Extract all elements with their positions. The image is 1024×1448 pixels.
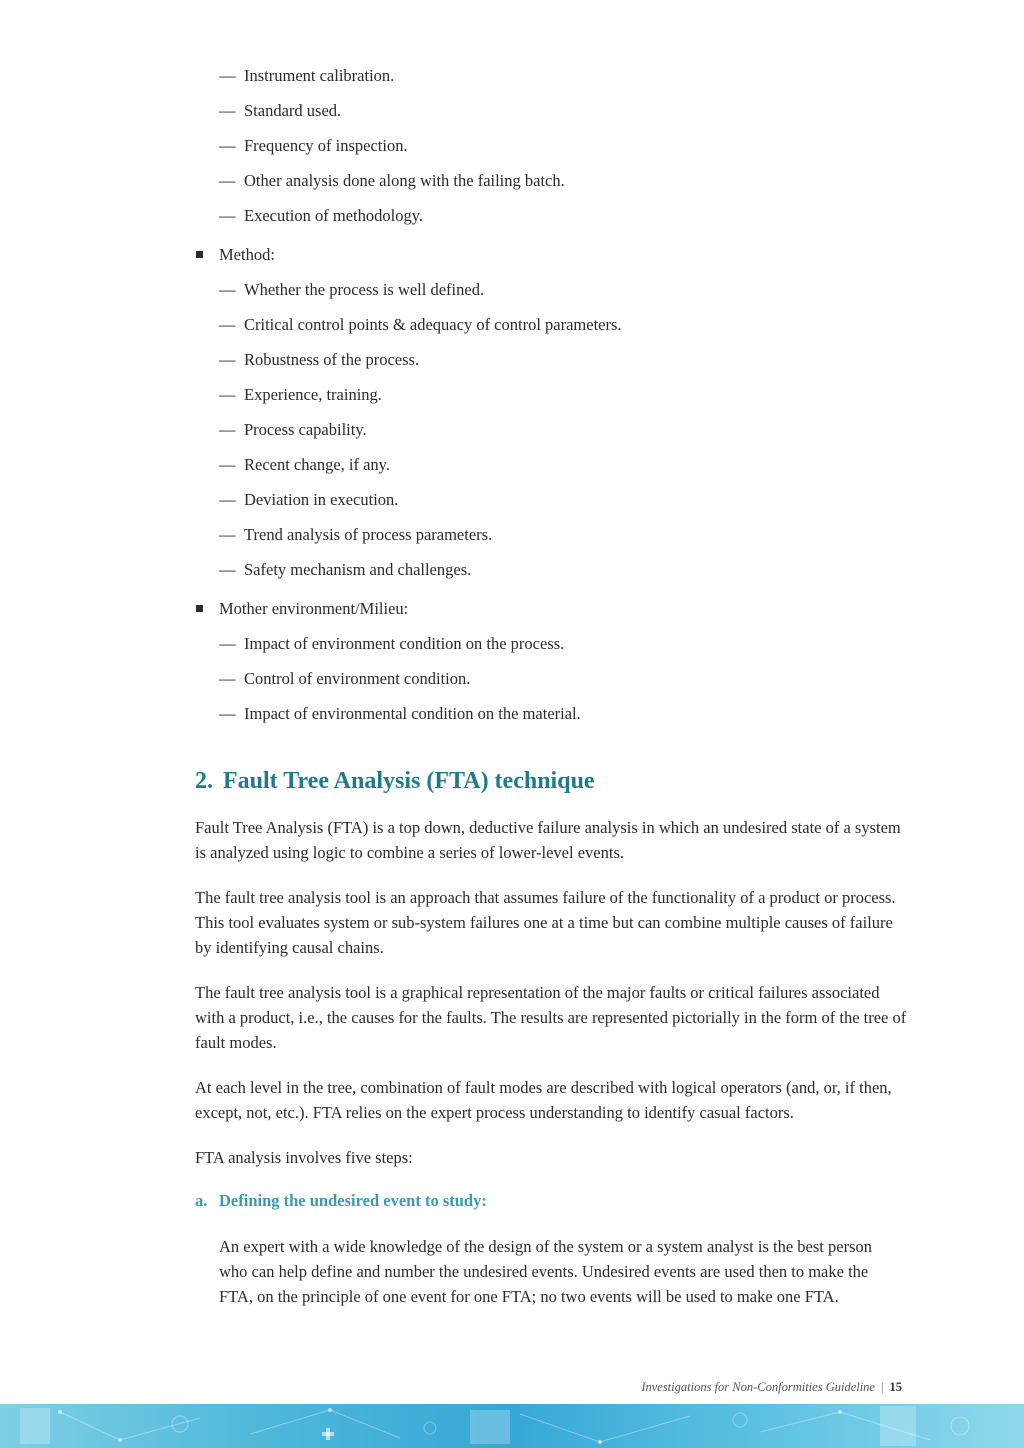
dash-marker: — [219, 420, 236, 439]
dash-marker: — [219, 350, 236, 369]
step-paragraph: An expert with a wide knowledge of the design of the system or a system analyst is the best person who can help define and number the undesired events. Undesired events are used then to make the FTA, on the principle of one event for one FTA; no two events will be used to make one FTA. [219, 1237, 872, 1306]
dash-marker: — [219, 490, 236, 509]
list-item-text: Execution of methodology. [244, 206, 424, 225]
list-item-text: Experience, training. [244, 385, 382, 404]
list-item [219, 349, 419, 371]
dash-marker: — [219, 525, 236, 544]
list-item-text: Whether the process is well defined. [244, 280, 485, 299]
list-item-text: Robustness of the process. [244, 350, 420, 369]
list-item [219, 279, 484, 301]
list-item-text: Other analysis done along with the failing batch. [244, 171, 565, 190]
dash-marker: — [219, 455, 236, 474]
list-item [219, 384, 382, 406]
dash-marker: — [219, 560, 236, 579]
dash-marker: — [219, 171, 236, 190]
list-item [219, 524, 492, 546]
environment-label: Mother environment/Milieu: [219, 599, 409, 618]
network-pattern-icon [0, 1404, 1024, 1448]
list-item-text: Deviation in execution. [244, 490, 399, 509]
list-item [219, 65, 394, 87]
list-item [219, 559, 471, 581]
list-item-text: Safety mechanism and challenges. [244, 560, 472, 579]
environment-bullet [196, 598, 408, 620]
list-item [219, 454, 390, 476]
list-item [219, 633, 564, 655]
list-item-text: Trend analysis of process parameters. [244, 525, 493, 544]
step-heading [195, 1189, 487, 1213]
list-item-text: Instrument calibration. [244, 66, 395, 85]
list-item [219, 703, 581, 725]
footer-separator: | [880, 1380, 884, 1394]
list-item-text: Control of environment condition. [244, 669, 471, 688]
list-item-text: Critical control points & adequacy of control parameters. [244, 315, 622, 334]
list-item [219, 205, 423, 227]
list-item [219, 668, 470, 690]
section-heading [195, 764, 595, 798]
step-title: Defining the undesired event to study: [219, 1191, 487, 1210]
paragraph: At each level in the tree, combination of fault modes are described with logical operators (and, or, if then, except, not, etc.). FTA relies on the expert process understanding to identify casual factors. [195, 1078, 892, 1122]
method-label: Method: [219, 245, 275, 264]
paragraph: The fault tree analysis tool is a graphical representation of the major faults or critical failures associated with a product, i.e., the causes for the faults. The results are represented pictorially in the form of the tree of fault modes. [195, 983, 907, 1052]
list-item-text: Standard used. [244, 101, 342, 120]
dash-marker: — [219, 634, 236, 653]
section-number: 2. [195, 768, 213, 794]
footer-title: Investigations for Non-Conformities Guideline [641, 1380, 875, 1394]
list-item-text: Impact of environment condition on the process. [244, 634, 565, 653]
list-item-text: Frequency of inspection. [244, 136, 408, 155]
paragraph: The fault tree analysis tool is an approach that assumes failure of the functionality of a product or process. This tool evaluates system or sub-system failures one at a time but can combine multiple causes of failure by identifying causal chains. [195, 888, 896, 957]
decorative-footer-band [0, 1404, 1024, 1448]
paragraph: Fault Tree Analysis (FTA) is a top down, deductive failure analysis in which an undesired state of a system is analyzed using logic to combine a series of lower-level events. [195, 818, 901, 862]
list-item [219, 170, 565, 192]
dash-marker: — [219, 66, 236, 85]
list-item [219, 419, 367, 441]
dash-marker: — [219, 280, 236, 299]
paragraph: FTA analysis involves five steps: [195, 1148, 413, 1167]
section-title: Fault Tree Analysis (FTA) technique [223, 768, 595, 794]
dash-marker: — [219, 315, 236, 334]
list-item-text: Recent change, if any. [244, 455, 390, 474]
dash-marker: — [219, 136, 236, 155]
list-item [219, 100, 341, 122]
list-item-text: Process capability. [244, 420, 367, 439]
dash-marker: — [219, 101, 236, 120]
dash-marker: — [219, 704, 236, 723]
list-item-text: Impact of environmental condition on the material. [244, 704, 581, 723]
dash-marker: — [219, 669, 236, 688]
square-bullet-icon [196, 605, 203, 612]
list-item [219, 135, 408, 157]
method-bullet [196, 244, 275, 266]
square-bullet-icon [196, 251, 203, 258]
dash-marker: — [219, 385, 236, 404]
page-number: 15 [889, 1380, 902, 1394]
page-footer [641, 1380, 902, 1395]
list-item [219, 314, 622, 336]
dash-marker: — [219, 206, 236, 225]
step-letter: a. [195, 1191, 208, 1210]
list-item [219, 489, 398, 511]
